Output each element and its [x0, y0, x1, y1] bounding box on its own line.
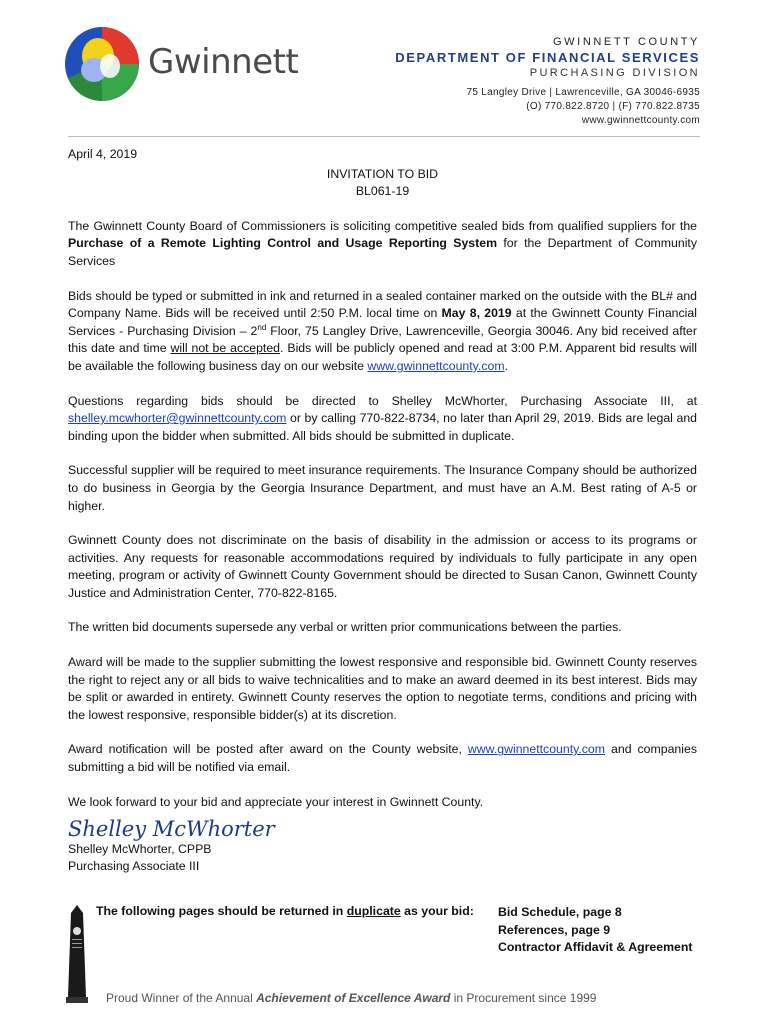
return-pages-list [498, 904, 693, 957]
signer-name: Shelley McWhorter, CPPB [68, 841, 212, 856]
list-item: Bid Schedule, page 8 [498, 905, 622, 919]
paragraph-insurance: Successful supplier will be required to meet insurance requirements. The Insurance Company should be authorized to do business in Georgia by the Georgia Insurance Department, and must have an A.M. Best rating of A-5 or higher. [68, 463, 697, 513]
department-name: DEPARTMENT OF FINANCIAL SERVICES [395, 50, 700, 65]
paragraph-notification: Award notification will be posted after award on the County website, www.gwinnettcounty.com and companies submitting a bid will be notified via email. [68, 742, 697, 775]
return-note: The following pages should be returned in duplicate as your bid: [96, 904, 474, 918]
paragraph-supersede: The written bid documents supersede any verbal or written prior communications between the parties. [68, 620, 622, 635]
phone-fax: (O) 770.822.8720 | (F) 770.822.8735 [526, 101, 700, 112]
bid-number: BL061-19 [355, 184, 410, 199]
gwinnett-logo-icon [64, 26, 140, 102]
email-link[interactable]: shelley.mcwhorter@gwinnettcounty.com [68, 411, 287, 426]
brand-name: Gwinnett [148, 42, 299, 82]
list-item: References, page 9 [498, 922, 611, 937]
paragraph-award: Award will be made to the supplier submitting the lowest responsive and responsible bid. Gwinnett County reserves the right to reject any or all bids to waive technicalities and to make an award deemed in its best interest. Bids may be split or awarded in entirety. Gwinnett County reserves the option to negotiate terms, conditions and pricing with the lowest responsive, responsible bidder(s) at its discretion. [68, 655, 697, 722]
website-link[interactable]: www.gwinnettcounty.com [367, 358, 505, 373]
signature: Shelley McWhorter [68, 817, 275, 842]
paragraph-nondiscrimination: Gwinnett County does not discriminate on the basis of disability in the admission or access to its programs or activities. Any requests for reasonable accommodations required by individuals to fully participate in any open meeting, program or activity of Gwinnett County Government should be directed to Susan Canon, Gwinnett County Justice and Administration Center, 770-822-8165. [68, 533, 697, 600]
signer-title: Purchasing Associate III [68, 859, 200, 874]
address: 75 Langley Drive | Lawrenceville, GA 30046-6935 [466, 87, 700, 98]
contact-block [467, 86, 701, 128]
county-name: GWINNETT COUNTY [553, 36, 700, 48]
website-link-2[interactable]: www.gwinnettcounty.com [467, 742, 606, 757]
header-divider [68, 136, 700, 137]
paragraph-intro: The Gwinnett County Board of Commissioners is soliciting competitive sealed bids from qualified suppliers for the Purchase of a Remote Lighting Control and Usage Reporting System for the Department of Community Services [68, 218, 697, 268]
paragraph-bid-submission: Bids should be typed or submitted in ink and returned in a sealed container marked on the outside with the BL# and Company Name. Bids will be received until 2:50 P.M. local time on May 8, 2019 at the Gwinnett County Financial Services - Purchasing Division – 2nd Floor, 75 Langley Drive, Lawrenceville, Georgia 30046. Any bid received after this date and time will not be accepted. Bids will be publicly opened and read at 3:00 P.M. Apparent bid results will be available the following business day on our website www.gwinnettcounty.com. [68, 288, 697, 373]
header-website: www.gwinnettcounty.com [581, 115, 700, 126]
award-statement: Proud Winner of the Annual Achievement of Excellence Award in Procurement since 1999 [106, 991, 597, 1005]
division-name: PURCHASING DIVISION [529, 67, 700, 79]
letter-title: INVITATION TO BID [326, 166, 439, 181]
award-trophy-icon [64, 905, 90, 1005]
paragraph-closing: We look forward to your bid and appreciate your interest in Gwinnett County. [68, 794, 484, 809]
letter-body [68, 146, 697, 876]
list-item: Contractor Affidavit & Agreement [498, 940, 693, 954]
paragraph-questions: Questions regarding bids should be directed to Shelley McWhorter, Purchasing Associate III, at shelley.mcwhorter@gwinnettcounty.com or by calling 770-822-8734, no later than April 29, 2019. Bids are legal and binding upon the bidder when submitted. All bids should be submitted in duplicate. [68, 393, 697, 443]
department-header [395, 36, 700, 79]
letter-date: April 4, 2019 [68, 147, 138, 161]
